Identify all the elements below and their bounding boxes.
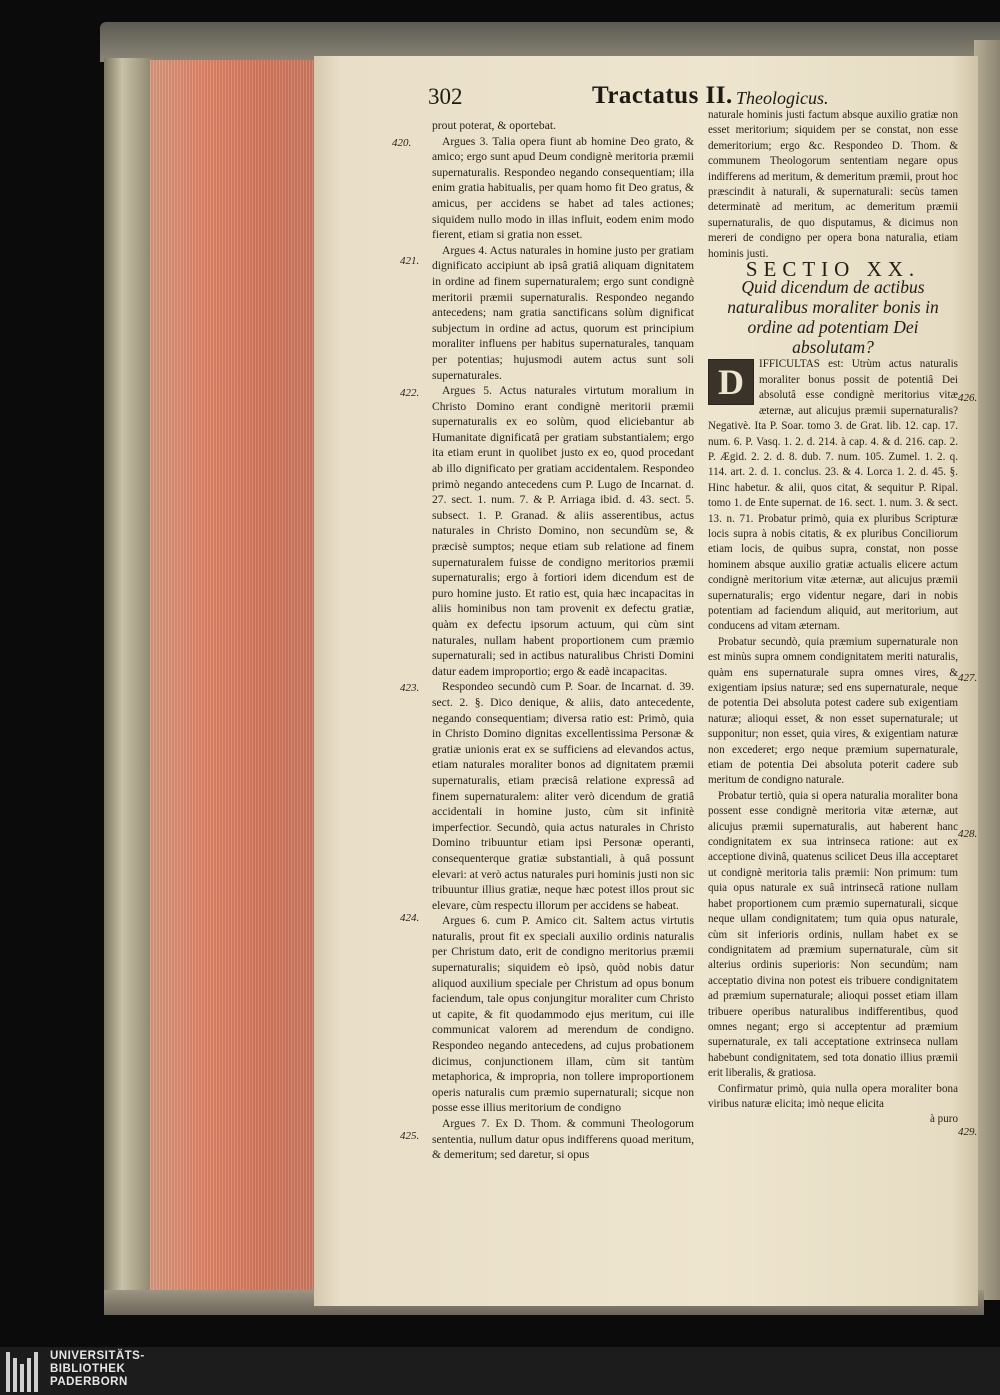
page-edges: [150, 60, 316, 1308]
margin-number: 428.: [958, 828, 978, 840]
institution-name: [50, 1350, 145, 1389]
catchword: à puro: [929, 1113, 958, 1126]
paragraph: Argues 5. Actus naturales virtutum moralium in Christo Domino erant condignè meritorii præmii supernaturalis ex eo solùm, quod eliciebantur ab Humanitate dignificatâ per gratiam substantialem; ergo ita etiam erunt in quolibet justo ex eo, quod procedant ab illo dignificato per gratiam accidentalem. Respondeo primò negando antecedens cum P. Lugo de Incarnat. d. 27. sect. 1. num. 7. & P. Arriaga ibid. d. 43. sect. 5. subsect. 1. P. Granad. & aliis asserentibus, actus naturales in Christo Domino, non secundùm se, & præcisè sumptos; neque etiam sub relatione ad finem supernaturalem fuisse de condigno meritorios præmii supernaturalis; ergo à fortiori idem dicendum est de puro homine justo. Et ratio est, quia hæc incapacitas in aliis hominibus non tam provenit ex defectu gratiæ, quàm ex defectu ipsorum actuum, qui cùm sint naturales, nullam habent proportionem cum præmio supernaturali; sed in actibus naturalibus Christi Domini datur eadem improportio; ergo & eadè incapacitas.: [432, 384, 694, 678]
running-subtitle: Theologicus.: [736, 88, 829, 108]
margin-number: 427.: [958, 672, 978, 684]
running-title: Tractatus II.: [592, 82, 733, 109]
margin-number: 425.: [400, 1130, 420, 1142]
paragraph: Respondeo secundò cum P. Soar. de Incarnat. d. 39. sect. 2. §. Dico denique, & aliis, dato antecedente, negando consequentiam; diversa ratio est: Primò, quia in Christo Domino dignitas excellentissima Personæ & gratiæ unionis erat ex se sufficiens ad elevandos actus, etiam naturales moraliter bonos ad dignitatem præmii supernaturalis, etiam præcisâ relatione expressâ ad finem supernaturalem: aliter verò dicendum de gratiâ accidentali in homine justo, cùm sit infinitè imperfectior. Secundò, quia actus naturales in Christo Domino tribuuntur etiam ipsi Personæ operanti, consequenterque gratiæ substantiali, à quâ possunt elevari: at verò actus naturales puri hominis justi non sic tribuuntur illius gratiæ, neque hæc potest illos prout sic elevare, cùm respectu illorum per accidens se habeat.: [432, 680, 694, 912]
margin-number: 424.: [400, 912, 420, 924]
paragraph: Probatur tertiò, quia si opera naturalia moraliter bona possent esse condignè meritoria vitæ æternæ, aut alicujus præmii supernaturalis, aut haberent hanc condignitatem ex sua intrinseca ratione: aut ex acceptione divinâ, quatenus scilicet Deus illa acceptaret ut condignè meritoria talis præmii: Non primum: tum quia opus naturale ex suâ intrinsecâ ratione nullam habet proportionem cum præmio supernaturali, sicque neque ullam condignitatem; tum quia opus naturale, cùm sit inferioris ordinis, nullam habet ex se condignitatem ad præmium supernaturale, cùm sit alterius ordinis superioris: Non secundùm; nam acceptatio divina non potest eis tribuere condignitatem ad præmium supernaturale; alioqui posset etiam illam tribuere operibus naturalibus indifferentibus, quod omnes negant; ergo si acceptentur ad præmium supernaturale, ex tali acceptatione extrinseca nullam habebunt condignitatem, sed tota donatio illius præmii erit liberalis, & gratiosa.: [708, 789, 958, 1080]
margin-number: 422.: [400, 387, 420, 399]
drop-cap: D: [708, 359, 754, 405]
footer-bar: [0, 1347, 1000, 1395]
margin-number: 423.: [400, 682, 420, 694]
section-heading: SECTIO XX.: [745, 257, 921, 282]
margin-number: 421.: [400, 255, 420, 267]
paragraph: Confirmatur primò, quia nulla opera moraliter bona viribus naturæ elicita; imò neque elicita: [708, 1082, 958, 1110]
paragraph: Argues 7. Ex D. Thom. & communi Theologorum sententia, nullum datur opus indifferens quoad meritum, & demeritum; sed daretur, si opus: [432, 1117, 694, 1162]
page-number: 302: [428, 84, 463, 109]
right-column: [708, 108, 958, 1128]
paragraph: prout poterat, & oportebat.: [432, 119, 556, 132]
paragraph: Argues 6. cum P. Amico cit. Saltem actus virtutis naturalis, prout fit ex speciali auxilio ordinis naturalis per Christum dato, erit de condigno meritorius præmii supernaturalis; siquidem eò ipsò, quòd nobis datur aliquod auxilium speciale per Christum ad opus bonum faciendum, tale opus conjungitur moraliter cum Christo ut capite, & fit quodammodo ejus meritum, cui ille communicat valorem ad merendum de condigno. Respondeo negando antecedens, ad cujus probationem dicimus, conjunctionem illam, cùm sit tantùm metaphorica, & impropria, non tollere improportionem operis naturalis cum præmio supernaturali; sicque non posse esse illius meritorium de condigno: [432, 914, 694, 1115]
paragraph: [708, 357, 958, 634]
margin-number: 426.: [958, 392, 978, 404]
paragraph: Probatur secundò, quia præmium supernaturale non est minùs supra omnem condignitatem meriti naturalis, quàm ens supernaturale supra omnes vires, & exigentiam ipsius naturæ; sed ens supernaturale, neque de potentia Dei absoluta potest cadere sub exigentiam naturæ; alioqui esset, & non esset supernaturale; ut supponitur; non esset, quia vires, & exigentiam naturæ non excederet; ergo neque præmium supernaturale, etiam de potentia Dei absoluta poterit cadere sub meritum de condigno naturale.: [708, 635, 958, 787]
paragraph: Argues 4. Actus naturales in homine justo per gratiam dignificato accipiunt ab ipsâ gratiâ aliquam dignitatem in ordine ad finem supernaturalem; ergo sunt condignè meritorii præmii supernaturalis. Respondeo negando antecedens; nam gratia sanctificans solùm dignificat subjectum in ordine ad actus, quorum est principium moraliter influens per habitus supernaturales, tanquam per potentias; hujusmodi autem actus sunt soli supernaturales.: [432, 243, 694, 382]
institution-line: UNIVERSITÄTS-: [50, 1350, 145, 1362]
institution-line: PADERBORN: [50, 1376, 128, 1388]
paragraph: naturale hominis justi factum absque auxilio gratiæ non esset meritorium; siquidem per se constat, non esse demeritorium; ergo &c. Respondeo D. Thom. & communem Theologorum sententiam negare opus indifferens ad meritum, & demeritum præmii, prout hoc præscindit à naturali, & supernaturali: secùs tamen determinatè ad meritum, ac demeritum præmii supernaturalis, de quo disputamus, & dicimus non mereri de condigno per opera bona naturalia, etiam hominis justi.: [708, 109, 958, 260]
section-title: Quid dicendum de actibus naturalibus moraliter bonis in ordine ad potentiam Dei absolutam?: [727, 277, 939, 358]
margin-number: 420.: [392, 137, 412, 149]
margin-number: 429.: [958, 1126, 978, 1138]
paragraph: Argues 3. Talia opera fiunt ab homine Deo grato, & amico; ergo sunt apud Deum condignè meritoria præmii supernaturalis. Respondeo negando consequentiam; illa enim gratia habitualis, per quam homo fit Deo gratus, & amicus, per accidens se habet ad tales actiones; siquidem nullo modo in illas influit, eodem enim modo fierent, etiam si gratia non esset.: [432, 134, 694, 242]
paragraph-text: IFFICULTAS est: Utrùm actus naturalis moraliter bonus possit de potentiâ Dei absolutâ esse condignè meritorius vitæ æternæ, aut alicujus præmii supernaturalis? Negativè. Ita P. Soar. tomo 3. de Grat. lib. 12. cap. 17. num. 6. P. Vasq. 1. 2. d. 214. à cap. 4. & d. 216. cap. 2. P. Ægid. 2. 2. d. 8. dub. 7. num. 105. Zumel. 1. 2. q. 114. art. 2. d. 1. conclus. 23. & 4. Lorca 1. 2. d. 45. §. Hinc habetur. & alii, quos citat, & sequitur P. Ripal. tomo 1. de Ente supernat. de 16. sect. 1. num. 3. & sect. 13. n. 71. Probatur primò, quia ex pluribus Scripturæ locis supra à nobis citatis, & ex pluribus Conciliorum etiam locis, de quibus supra, constat, non posse hominem absque auxilio gratiæ actualis elicere actum condignè meritorium vitæ æternæ, aut alicujus præmii supernaturalis; ergo videntur negare, dari in nobis potentiam ad faciendum aliquid, aut meritorium, aut conducens ad vitam æternam.: [708, 358, 958, 633]
left-column: [432, 118, 694, 1163]
book-spine: [104, 58, 156, 1310]
institution-line: BIBLIOTHEK: [50, 1363, 126, 1375]
library-logo-icon: [6, 1350, 42, 1392]
